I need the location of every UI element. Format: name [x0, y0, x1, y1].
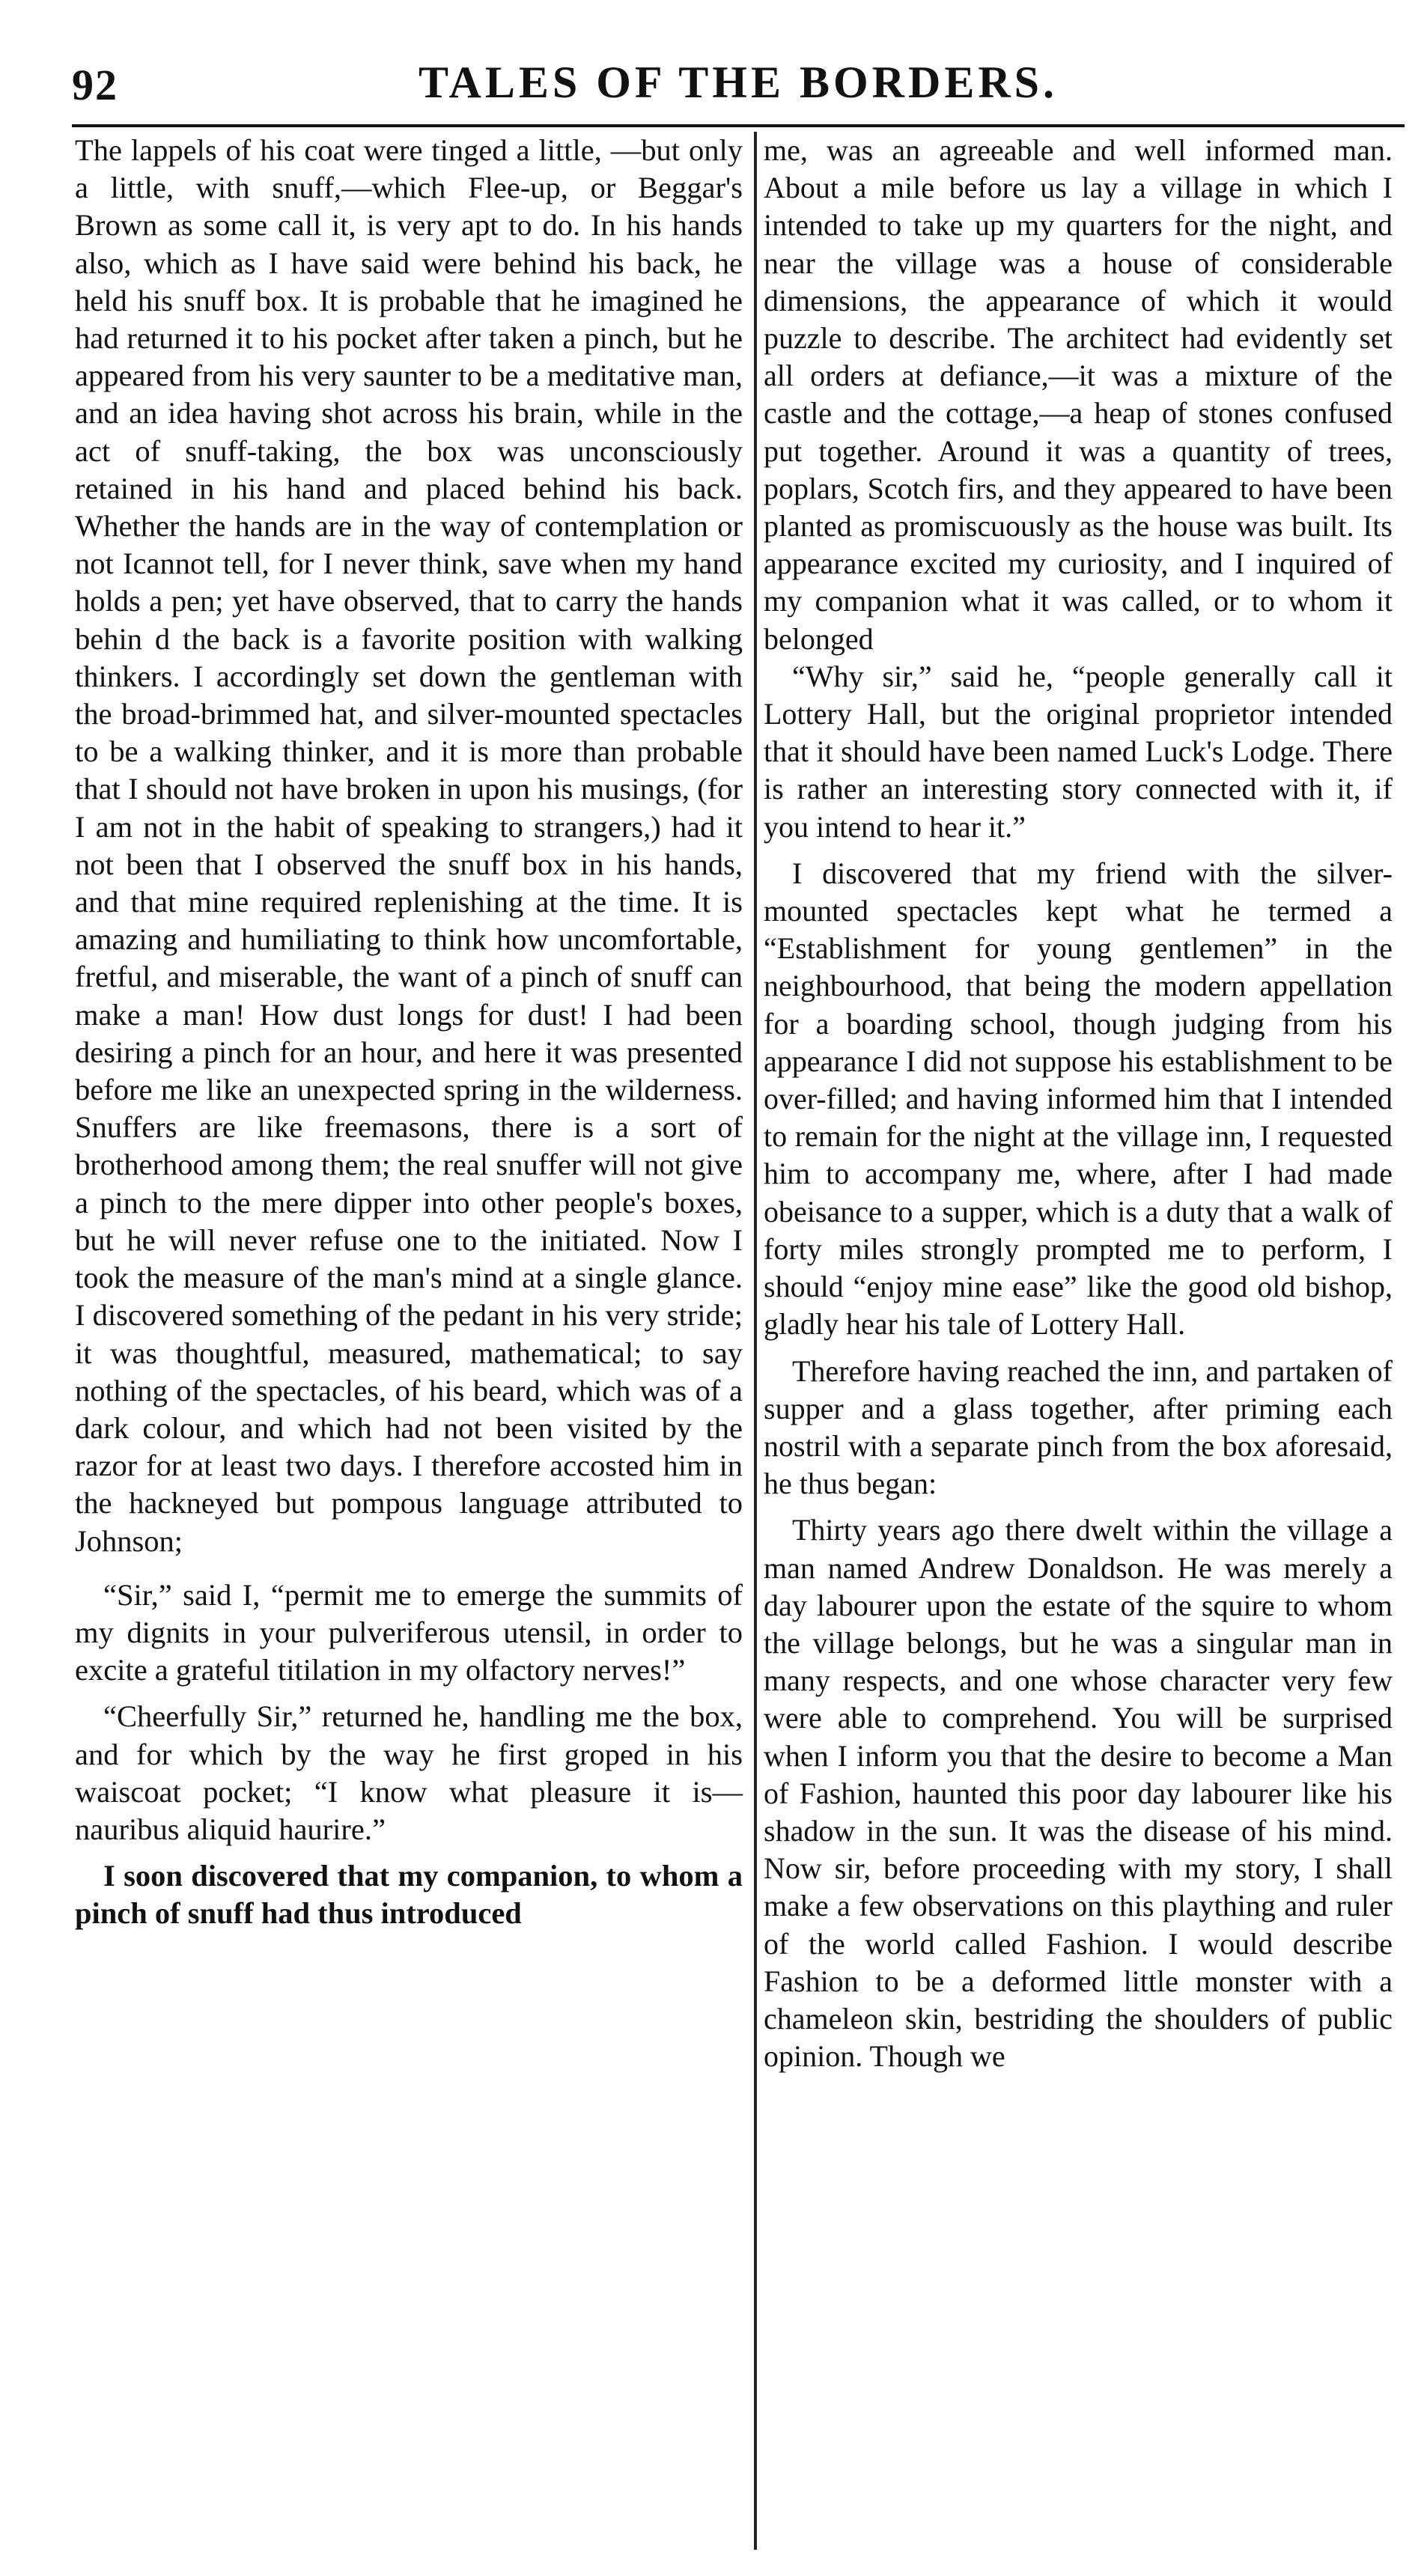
- left-column: [75, 132, 743, 1933]
- right-paragraph-2: “Why sir,” said he, “people generally call it Lottery Hall, but the original proprietor intended that it should have been named Luck's Lodge. There is rather an interesting story connected with it, if you intend to hear it.”: [764, 659, 1393, 844]
- column-divider: [754, 132, 757, 2550]
- right-paragraph-3: I discovered that my friend with the silver-mounted spectacles kept what he termed a “Establishment for young gentlemen” in the neighbourhood, that being the modern appellation for a boarding school, though judging from his appearance I did not suppose his establishment to be over-filled; and having informed him that I intended to remain for the night at the village inn, I requested him to accompany me, where, after I had made obeisance to a supper, which is a duty that a walk of forty miles strongly prompted me to perform, I should “enjoy mine ease” like the good old bishop, gladly hear his tale of Lottery Hall.: [764, 856, 1393, 1342]
- left-paragraph-1: The lappels of his coat were tinged a little, —but only a little, with snuff,—which Flee-up, or Beggar's Brown as some call it, is very apt to do. In his hands also, which as I have said were behind his back, he held his snuff box. It is probable that he imagined he had returned it to his pocket after taken a pinch, but he appeared from his very saunter to be a meditative man, and an idea having shot across his brain, while in the act of snuff-taking, the box was unconsciously retained in his hand and placed behind his back. Whether the hands are in the way of contemplation or not Icannot tell, for I never think, save when my hand holds a pen; yet have observed, that to carry the hands behin d the back is a favorite position with walking thinkers. I accordingly set down the gentleman with the broad-brimmed hat, and silver-mounted spectacles to be a walking thinker, and it is more than probable that I should not have broken in upon his musings, (for I am not in the habit of speaking to strangers,) had it not been that I observed the snuff box in his hands, and that mine required replenishing at the time. It is amazing and humiliating to think how uncomfortable, fretful, and miserable, the want of a pinch of snuff can make a man! How dust longs for dust! I had been desiring a pinch for an hour, and here it was presented before me like an unexpected spring in the wilderness. Snuffers are like freemasons, there is a sort of brotherhood among them; the real snuffer will not give a pinch to the mere dipper into other people's boxes, but he will never refuse one to the initiated. Now I took the measure of the man's mind at a single glance. I discovered something of the pedant in his very stride; it was thoughtful, measured, mathematical; to say nothing of the spectacles, of his beard, which was of a dark colour, and which had not been visited by the razor for at least two days. I therefore accosted him in the hackneyed but pompous language attributed to Johnson;: [75, 133, 743, 1558]
- page-number: 92: [72, 61, 118, 109]
- right-paragraph-1: me, was an agreeable and well informed man. About a mile before us lay a village in which I intended to take up my quarters for the night, and near the village was a house of considerable dimensions, the appearance of which it would puzzle to describe. The architect had evidently set all orders at defiance,—it was a mixture of the castle and the cottage,—a heap of stones confused put together. Around it was a quantity of trees, poplars, Scotch firs, and they appeared to have been planted as promiscuously as the house was built. Its appearance excited my curiosity, and I inquired of my companion what it was called, or to whom it belonged: [764, 133, 1393, 656]
- right-paragraph-4: Therefore having reached the inn, and partaken of supper and a glass together, after priming each nostril with a separate pinch from the box aforesaid, he thus began:: [764, 1354, 1393, 1501]
- running-title: TALES OF THE BORDERS.: [418, 58, 1059, 107]
- right-column: [764, 132, 1393, 2075]
- page-header: [72, 54, 1405, 121]
- right-paragraph-5: Thirty years ago there dwelt within the village a man named Andrew Donaldson. He was merely a day labourer upon the estate of the squire to whom the village belongs, but he was a singular man in many respects, and one whose character very few were able to comprehend. You will be surprised when I inform you that the desire to become a Man of Fashion, haunted this poor day labourer like his shadow in the sun. It was the disease of his mind. Now sir, before proceeding with my story, I shall make a few observations on this plaything and ruler of the world called Fashion. I would describe Fashion to be a deformed little monster with a chameleon skin, bestriding the shoulders of public opinion. Though we: [764, 1513, 1393, 2074]
- header-rule: [72, 124, 1405, 127]
- left-paragraph-2: “Sir,” said I, “permit me to emerge the summits of my dignits in your pulveriferous utensil, in order to excite a grateful titilation in my olfactory nerves!”: [75, 1577, 743, 1687]
- page-edge: [1394, 132, 1418, 2550]
- left-paragraph-4: I soon discovered that my companion, to whom a pinch of snuff had thus introduced: [75, 1859, 743, 1931]
- left-paragraph-3: “Cheerfully Sir,” returned he, handling me the box, and for which by the way he first groped in his waiscoat pocket; “I know what pleasure it is—nauribus aliquid haurire.”: [75, 1699, 743, 1846]
